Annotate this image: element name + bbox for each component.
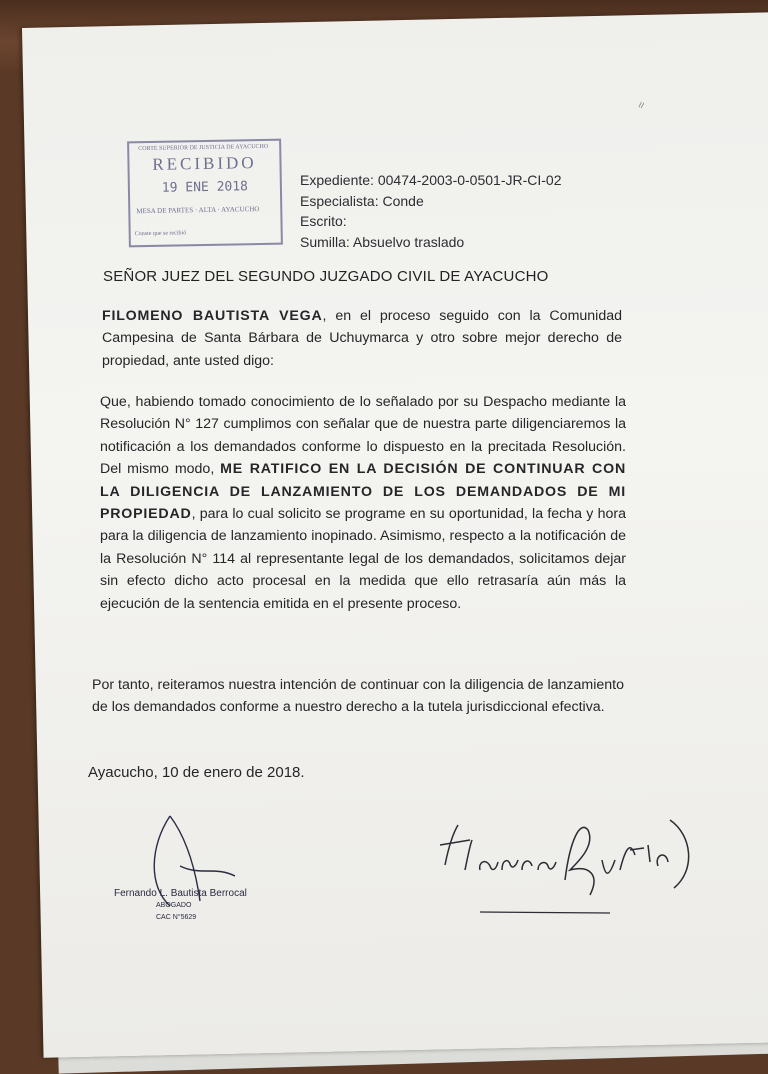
intro-text: , en el proceso seguido con la Comunidad Campesina de Santa Bárbara de Uchuymarca y otro sobre mejor derecho de propiedad, ante usted digo:	[102, 308, 622, 369]
body-bold-statement: ME RATIFICO EN LA DECISIÓN DE CONTINUAR CON LA DILIGENCIA DE LANZAMIENTO DE LOS DEMANDADOS DE MI PROPIEDAD	[100, 461, 626, 523]
addressee-heading: SEÑOR JUEZ DEL SEGUNDO JUZGADO CIVIL DE AYACUCHO	[103, 268, 549, 285]
sumilla-line: Sumilla: Absuelvo traslado	[300, 233, 465, 250]
petitioner-name: FILOMENO BAUTISTA VEGA	[102, 308, 323, 324]
petitioner-signature	[430, 800, 700, 920]
lawyer-cac: CAC N°5629	[156, 914, 197, 921]
body-text-1: Que, habiendo tomado conocimiento de lo señalado por su Despacho mediante la Resolución N° 127 cumplimos con señalar que de nuestra parte diligenciaremos la notificación a los demandados conforme lo dispuesto en la precitada Resolución. Del mismo modo,	[100, 394, 626, 478]
escrito-line: Escrito:	[300, 213, 347, 229]
closing-paragraph: Por tanto, reiteramos nuestra intención de continuar con la diligencia de lanzamiento de los demandados conforme a nuestro derecho a la tutela jurisdiccional efectiva.	[92, 677, 624, 716]
stamp-title: RECIBIDO	[152, 153, 257, 174]
lawyer-name: Fernando L. Bautista Berrocal	[114, 888, 247, 899]
body-paragraph	[100, 391, 626, 615]
stamp-date: 19 ENE 2018	[161, 179, 249, 196]
stamp-office: MESA DE PARTES · ALTA · AYACUCHO	[136, 205, 260, 216]
body-text-2: , para lo cual solicito se programe en su oportunidad, la fecha y hora para la diligencia de lanzamiento inopinado. Asimismo, respecto a la notificación de la Resolución N° 114 al representante legal de los demandados, solicitamos dejar sin efecto dicho acto procesal en la medida que ello retrasaría aún más la ejecución de la sentencia emitida en el presente proceso.	[100, 506, 626, 612]
received-stamp	[127, 139, 283, 248]
stamp-footer: Conste que se recibió	[134, 230, 187, 238]
especialista-line: Especialista: Conde	[300, 192, 424, 209]
expediente-line: Expediente: 00474-2003-0-0501-JR-CI-02	[300, 172, 562, 188]
case-header	[300, 170, 562, 252]
intro-paragraph	[102, 305, 622, 372]
lawyer-block	[114, 888, 247, 924]
stamp-court-text: CORTE SUPERIOR DE JUSTICIA DE AYACUCHO	[138, 143, 269, 153]
date-line: Ayacucho, 10 de enero de 2018.	[88, 764, 305, 781]
lawyer-title: ABOGADO	[156, 902, 192, 909]
margin-mark: ≈	[633, 99, 650, 111]
